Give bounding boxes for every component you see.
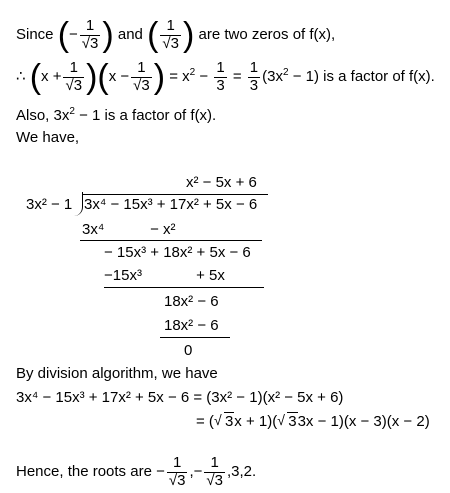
statement-line-2: ∴ (x + $\frac{1}{√3}$ )(x − $\frac{1}{√3}$ ) = $x^2$ − $\frac{1}{3}$ = $\frac{1}{3}$ $(3x^2 - 1)$ is a factor of f(x).: [16, 58, 435, 96]
statement-line-5: By division algorithm, we have: [16, 365, 218, 382]
statement-line-4: We have,: [16, 129, 80, 146]
since-text: Since: [16, 25, 54, 43]
subtract-line-2: −15x³ + 5x: [104, 267, 225, 284]
remainder-3: 0: [184, 342, 193, 359]
subtract-line-1: 3x⁴ − x²: [82, 221, 176, 238]
divisor: 3x² − 1: [26, 196, 73, 213]
remainder-2: 18x² − 6: [164, 293, 219, 310]
statement-line-3: Also, $3x^2 - 1$ is a factor of f(x).: [16, 106, 217, 124]
statement-line-1: Since (− $\frac{1}{√3}$ ) and ( $\frac{1}{√3}$ ) are two zeros of f(x),: [16, 16, 336, 54]
remainder-1: − 15x³ + 18x² + 5x − 6: [104, 244, 251, 261]
statement-line-8: Hence, the roots are − $\frac{1}{√3}$ ,− $\frac{1}{√3}$ ,3,2.: [16, 454, 257, 489]
statement-line-6: 3x⁴ − 15x³ + 17x² + 5x − 6 = (3x² − 1)(x² − 5x + 6): [16, 389, 344, 406]
fraction: $\frac{1}{√3}$: [162, 17, 179, 52]
left-paren: (: [57, 16, 70, 54]
division-bracket: [74, 192, 83, 216]
division-bar: [82, 194, 268, 195]
dividend: 3x⁴ − 15x³ + 17x² + 5x − 6: [84, 196, 258, 213]
fraction: $\frac{1}{√3}$: [81, 17, 99, 52]
statement-line-7: = ( √ 3x + 1)( √ 33x − 1)(x − 3)(x − 2): [196, 412, 430, 430]
subtract-line-3: 18x² − 6: [164, 317, 219, 334]
quotient: x² − 5x + 6: [186, 174, 257, 191]
